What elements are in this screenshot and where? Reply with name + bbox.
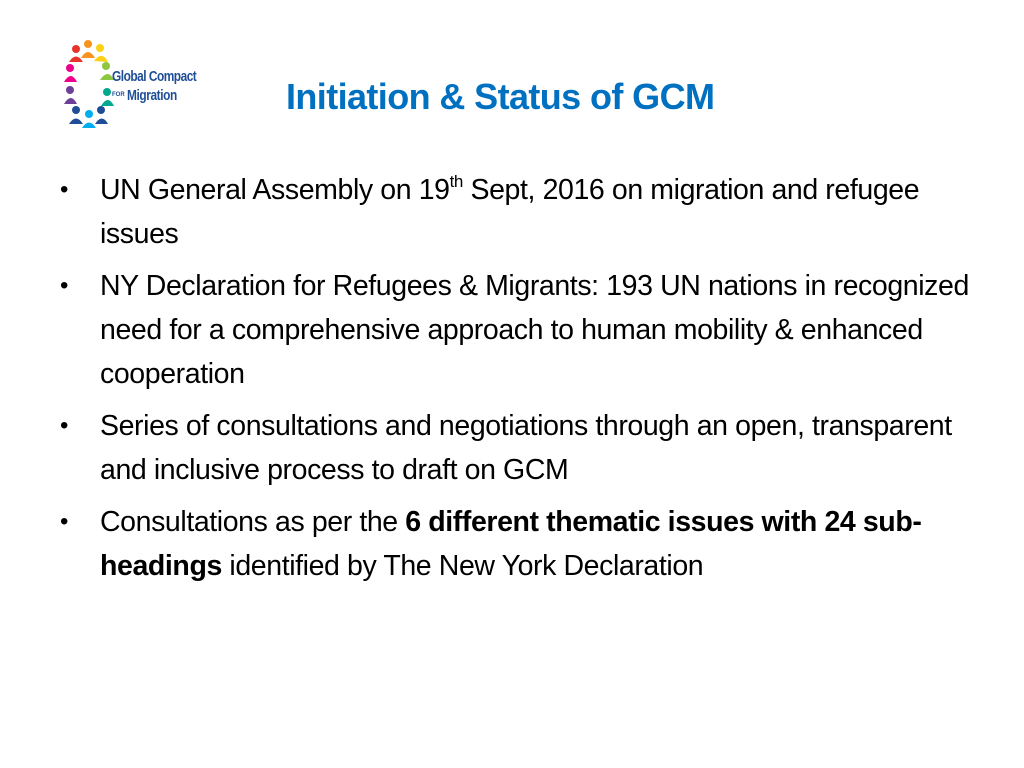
logo-figure: [69, 45, 83, 62]
bullet-item: [60, 264, 980, 396]
logo-figure: [94, 44, 108, 62]
logo-line-global-compact: Global Compact: [112, 69, 197, 85]
logo-figure: [82, 110, 96, 128]
bullet-item: [60, 500, 980, 588]
bullet-text: Consultations as per the: [100, 506, 406, 538]
global-compact-logo: [62, 36, 207, 132]
superscript-th: th: [449, 172, 463, 191]
bullet-text: NY Declaration for Refugees & Migrants: 193 UN nations in recognized need for a comprehensive approach to human mobility & enhanced cooperation: [100, 270, 969, 390]
logo-figure: [95, 106, 108, 124]
bullet-text: Series of consultations and negotiations through an open, transparent and inclusive process to draft on GCM: [100, 410, 952, 486]
logo-for-word: FOR: [112, 92, 125, 99]
logo-figure: [69, 106, 83, 124]
bullet-list: [60, 168, 980, 596]
bullet-bold-text: 6 different thematic issues with 24 sub-headings: [100, 506, 922, 582]
logo-figure: [81, 40, 95, 58]
logo-figure: [64, 64, 77, 82]
bullet-text: Sept, 2016 on migration and refugee issues: [100, 174, 920, 250]
logo-text: [112, 70, 207, 104]
bullet-item: [60, 404, 980, 492]
bullet-text: identified by The New York Declaration: [221, 550, 704, 582]
logo-figure: [64, 86, 77, 104]
bullet-text: UN General Assembly on 19: [100, 174, 450, 206]
bullet-item: [60, 168, 980, 256]
logo-line-migration: Migration: [126, 87, 177, 104]
slide-title: Initiation & Status of GCM: [286, 76, 715, 117]
people-ring-icon: [62, 36, 118, 132]
logo-line-migration-row: [112, 88, 207, 104]
